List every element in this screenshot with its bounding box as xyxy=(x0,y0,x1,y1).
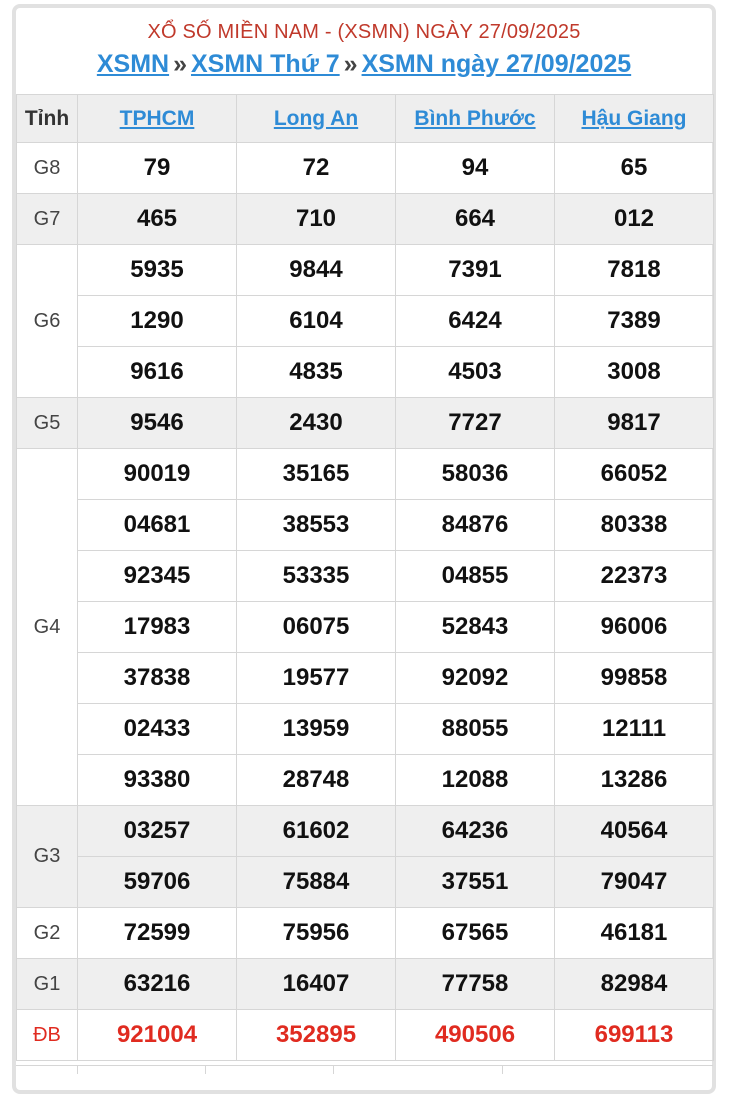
lottery-results-table xyxy=(16,94,714,1061)
prize-number: 35165 xyxy=(237,449,396,500)
prize-number: 04855 xyxy=(396,551,555,602)
prize-number: 75956 xyxy=(237,908,396,959)
prize-number: 92092 xyxy=(396,653,555,704)
prize-number: 92345 xyxy=(78,551,237,602)
prize-number: 04681 xyxy=(78,500,237,551)
prize-number: 88055 xyxy=(396,704,555,755)
prize-number: 64236 xyxy=(396,806,555,857)
prize-row-g4 xyxy=(17,551,714,602)
results-header xyxy=(16,8,712,94)
prize-number: 5935 xyxy=(78,245,237,296)
prize-number: 16407 xyxy=(237,959,396,1010)
prize-number: 37551 xyxy=(396,857,555,908)
prize-number: 80338 xyxy=(555,500,714,551)
prize-number: 4835 xyxy=(237,347,396,398)
prize-number: 72 xyxy=(237,143,396,194)
prize-number: 65 xyxy=(555,143,714,194)
province-link-long-an[interactable]: Long An xyxy=(273,106,359,130)
prize-number: 75884 xyxy=(237,857,396,908)
prize-number: 96006 xyxy=(555,602,714,653)
column-header-province xyxy=(555,95,714,143)
prize-row-g4 xyxy=(17,755,714,806)
prize-number: 9546 xyxy=(78,398,237,449)
prize-number: 53335 xyxy=(237,551,396,602)
prize-row-g6 xyxy=(17,245,714,296)
prize-row-g6 xyxy=(17,347,714,398)
prize-number: 03257 xyxy=(78,806,237,857)
prize-label: G2 xyxy=(17,908,78,959)
prize-label: G3 xyxy=(17,806,78,908)
prize-label: G7 xyxy=(17,194,78,245)
prize-number: 77758 xyxy=(396,959,555,1010)
prize-number: 13286 xyxy=(555,755,714,806)
prize-number: 61602 xyxy=(237,806,396,857)
province-link-hau-giang[interactable]: Hậu Giang xyxy=(581,106,687,130)
prize-number: 6424 xyxy=(396,296,555,347)
prize-label: G1 xyxy=(17,959,78,1010)
prize-number: 12088 xyxy=(396,755,555,806)
breadcrumb-separator: » xyxy=(343,50,358,78)
prize-number: 22373 xyxy=(555,551,714,602)
prize-number: 7727 xyxy=(396,398,555,449)
prize-number: 1290 xyxy=(78,296,237,347)
column-header-province xyxy=(396,95,555,143)
prize-row-g4 xyxy=(17,500,714,551)
prize-row-g6 xyxy=(17,296,714,347)
prize-row-g5 xyxy=(17,398,714,449)
prize-row-g3 xyxy=(17,806,714,857)
prize-number: 3008 xyxy=(555,347,714,398)
prize-number: 02433 xyxy=(78,704,237,755)
prize-number: 7391 xyxy=(396,245,555,296)
page-title: XỔ SỐ MIỀN NAM - (XSMN) NGÀY 27/09/2025 xyxy=(147,21,581,43)
prize-number: 93380 xyxy=(78,755,237,806)
prize-number: 90019 xyxy=(78,449,237,500)
special-prize-number: 921004 xyxy=(78,1010,237,1061)
prize-number: 63216 xyxy=(78,959,237,1010)
special-prize-number: 490506 xyxy=(396,1010,555,1061)
prize-number: 06075 xyxy=(237,602,396,653)
province-link-tphcm[interactable]: TPHCM xyxy=(119,106,195,130)
province-link-binh-phuoc[interactable]: Bình Phước xyxy=(414,106,536,130)
special-prize-number: 699113 xyxy=(555,1010,714,1061)
prize-number: 66052 xyxy=(555,449,714,500)
prize-label: G5 xyxy=(17,398,78,449)
prize-row-g4 xyxy=(17,653,714,704)
prize-number: 17983 xyxy=(78,602,237,653)
prize-number: 12111 xyxy=(555,704,714,755)
breadcrumb-separator: » xyxy=(173,50,187,78)
prize-label: ĐB xyxy=(17,1010,78,1061)
special-prize-number: 352895 xyxy=(237,1010,396,1061)
prize-number: 4503 xyxy=(396,347,555,398)
prize-number: 710 xyxy=(237,194,396,245)
prize-number: 012 xyxy=(555,194,714,245)
breadcrumb-link-xsmn-thu-7[interactable]: XSMN Thứ 7 xyxy=(190,50,340,78)
prize-number: 9817 xyxy=(555,398,714,449)
prize-row-g4 xyxy=(17,449,714,500)
prize-number: 2430 xyxy=(237,398,396,449)
prize-number: 58036 xyxy=(396,449,555,500)
prize-number: 79047 xyxy=(555,857,714,908)
prize-row-g7 xyxy=(17,194,714,245)
prize-number: 52843 xyxy=(396,602,555,653)
prize-number: 46181 xyxy=(555,908,714,959)
prize-row-đb xyxy=(17,1010,714,1061)
prize-row-g2 xyxy=(17,908,714,959)
prize-number: 84876 xyxy=(396,500,555,551)
prize-number: 7818 xyxy=(555,245,714,296)
results-body xyxy=(17,143,714,1061)
prize-number: 67565 xyxy=(396,908,555,959)
prize-number: 7389 xyxy=(555,296,714,347)
prize-number: 6104 xyxy=(237,296,396,347)
prize-number: 40564 xyxy=(555,806,714,857)
prize-label: G4 xyxy=(17,449,78,806)
prize-number: 37838 xyxy=(78,653,237,704)
prize-number: 79 xyxy=(78,143,237,194)
prize-number: 19577 xyxy=(237,653,396,704)
prize-row-g4 xyxy=(17,704,714,755)
prize-number: 99858 xyxy=(555,653,714,704)
prize-number: 9616 xyxy=(78,347,237,398)
prize-number: 9844 xyxy=(237,245,396,296)
prize-row-g1 xyxy=(17,959,714,1010)
prize-number: 82984 xyxy=(555,959,714,1010)
prize-label: G6 xyxy=(17,245,78,398)
prize-number: 28748 xyxy=(237,755,396,806)
prize-row-g8 xyxy=(17,143,714,194)
prize-number: 94 xyxy=(396,143,555,194)
column-header-province xyxy=(237,95,396,143)
prize-number: 664 xyxy=(396,194,555,245)
prize-number: 38553 xyxy=(237,500,396,551)
prize-number: 59706 xyxy=(78,857,237,908)
prize-label: G8 xyxy=(17,143,78,194)
prize-number: 13959 xyxy=(237,704,396,755)
prize-row-g4 xyxy=(17,602,714,653)
prize-row-g3 xyxy=(17,857,714,908)
breadcrumb-link-xsmn[interactable]: XSMN xyxy=(96,50,170,78)
column-header-province xyxy=(78,95,237,143)
prize-number: 72599 xyxy=(78,908,237,959)
prize-number: 465 xyxy=(78,194,237,245)
column-header-tinh: Tỉnh xyxy=(17,95,78,143)
breadcrumb-link-xsmn-date[interactable]: XSMN ngày 27/09/2025 xyxy=(361,50,632,78)
breadcrumb xyxy=(16,50,712,79)
table-header-row xyxy=(17,95,714,143)
